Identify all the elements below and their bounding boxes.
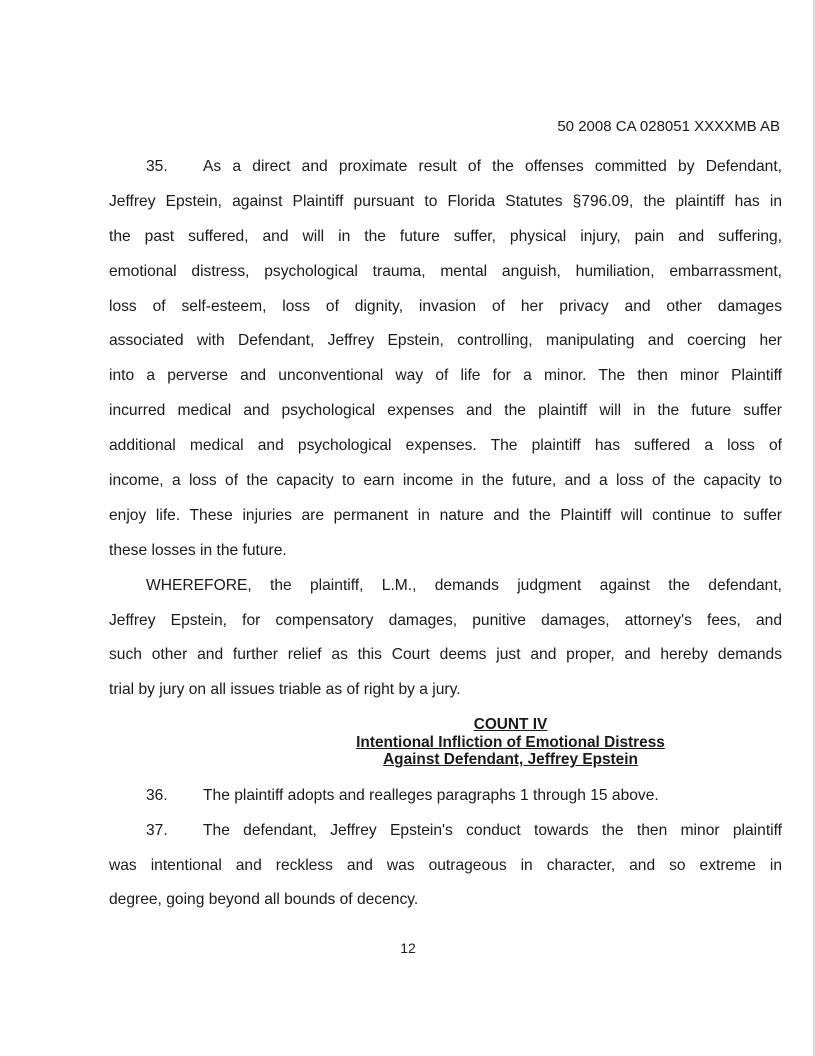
- wherefore-last-line: trial by jury on all issues triable as of right by a jury.: [109, 681, 461, 699]
- paragraph-text: The defendant, Jeffrey Epstein's conduct towards the then minor plaintiff: [203, 821, 782, 839]
- paragraph-text: The plaintiff adopts and realleges paragraphs 1 through 15 above.: [203, 786, 659, 804]
- document-body: [109, 150, 782, 918]
- paragraph-number: 36.: [146, 786, 168, 804]
- count-heading: [109, 708, 782, 779]
- wherefore-first-line: [109, 569, 782, 604]
- paragraph-37-last-line: degree, going beyond all bounds of decency.: [109, 891, 419, 909]
- paragraph-35-line: into a perverse and unconventional way of life for a minor. The then minor Plaintiff: [109, 367, 782, 385]
- case-number: 50 2008 CA 028051 XXXXMB AB: [557, 118, 780, 135]
- count-subtitle: Intentional Infliction of Emotional Distress: [356, 733, 665, 751]
- paragraph-36: [109, 779, 782, 814]
- paragraph-number: 35.: [146, 158, 168, 175]
- paragraph-35-line: emotional distress, psychological trauma, mental anguish, humiliation, embarrassment,: [109, 262, 782, 280]
- paragraph-text: As a direct and proximate result of the offenses committed by Defendant,: [203, 158, 782, 175]
- paragraph-37-line: was intentional and reckless and was outrageous in character, and so extreme in: [109, 856, 782, 874]
- paragraph-35-line: loss of self-esteem, loss of dignity, invasion of her privacy and other damages: [109, 297, 782, 315]
- paragraph-37-first-line: [109, 814, 782, 849]
- wherefore-line: Jeffrey Epstein, for compensatory damages, punitive damages, attorney's fees, and: [109, 611, 782, 629]
- wherefore-line: such other and further relief as this Court deems just and proper, and hereby demands: [109, 646, 782, 664]
- paragraph-35-line: the past suffered, and will in the future suffer, physical injury, pain and suffering,: [109, 227, 782, 245]
- count-title: COUNT IV: [473, 716, 548, 734]
- paragraph-number: 37.: [146, 821, 168, 839]
- paragraph-35-line: income, a loss of the capacity to earn income in the future, and a loss of the capacity to: [109, 472, 782, 490]
- wherefore-text: WHEREFORE, the plaintiff, L.M., demands judgment against the defendant,: [146, 576, 782, 594]
- paragraph-35-line: enjoy life. These injuries are permanent in nature and the Plaintiff will continue to suffer: [109, 506, 782, 524]
- count-against: Against Defendant, Jeffrey Epstein: [383, 751, 638, 769]
- page-number: 12: [400, 940, 416, 956]
- paragraph-35-last-line: these losses in the future.: [109, 541, 287, 559]
- paragraph-35-first-line: [109, 150, 782, 185]
- paragraph-35-line: associated with Defendant, Jeffrey Epstein, controlling, manipulating and coercing her: [109, 332, 782, 350]
- paragraph-35-line: additional medical and psychological expenses. The plaintiff has suffered a loss of: [109, 437, 782, 455]
- paragraph-35-line: incurred medical and psychological expenses and the plaintiff will in the future suffer: [109, 402, 782, 420]
- paragraph-35-line: Jeffrey Epstein, against Plaintiff pursuant to Florida Statutes §796.09, the plaintiff has in: [109, 192, 782, 210]
